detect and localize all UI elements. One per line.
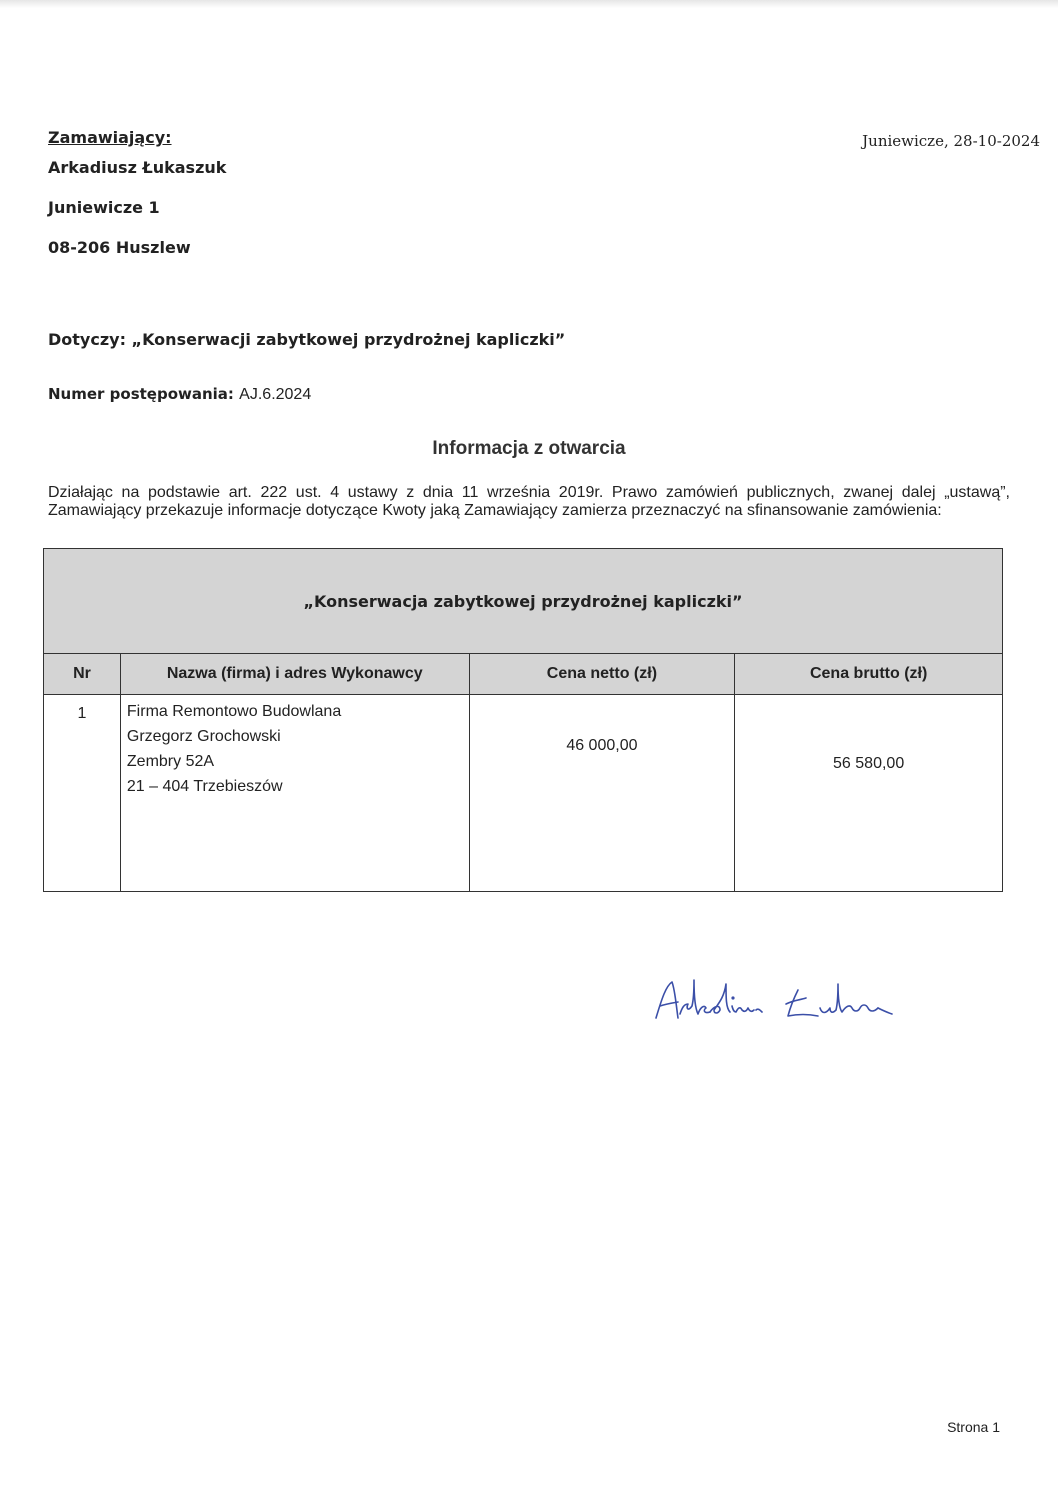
header-nr: Nr: [44, 654, 121, 695]
row-net-price: 46 000,00: [469, 695, 735, 892]
sender-label: Zamawiający:: [48, 128, 172, 147]
page-number: Strona 1: [947, 1419, 1000, 1435]
case-number-label: Numer postępowania:: [48, 385, 234, 403]
row-nr: 1: [44, 695, 121, 892]
place-date: Juniewicze, 28-10-2024: [862, 132, 1040, 150]
row-gross-price: 56 580,00: [735, 695, 1003, 892]
sender-city: 08-206 Huszlew: [48, 238, 191, 257]
case-number-value: AJ.6.2024: [239, 386, 312, 403]
table-row: [44, 695, 1003, 892]
table-header-row: [44, 654, 1003, 695]
header-company: Nazwa (firma) i adres Wykonawcy: [120, 654, 469, 695]
table-title: „Konserwacja zabytkowej przydrożnej kapliczki”: [44, 549, 1003, 654]
sender-name: Arkadiusz Łukaszuk: [48, 158, 227, 177]
handwritten-signature: [648, 968, 908, 1038]
header-net-price: Cena netto (zł): [469, 654, 735, 695]
company-city: 21 – 404 Trzebieszów: [126, 778, 283, 795]
document-heading: Informacja z otwarcia: [432, 438, 626, 459]
sender-street: Juniewicze 1: [48, 198, 160, 217]
scan-edge: [0, 0, 1058, 8]
opening-results-table: [43, 548, 1003, 892]
row-company: [120, 695, 469, 892]
company-owner: Grzegorz Grochowski: [126, 728, 281, 745]
case-number: [48, 385, 311, 404]
intro-paragraph: Działając na podstawie art. 222 ust. 4 ustawy z dnia 11 września 2019r. Prawo zamówień publicznych, zwanej dalej „ustawą”, Zamawiający przekazuje informacje dotyczące Kwoty jaką Zamawiający zamierza przeznaczyć na sfinansowanie zamówienia:: [48, 484, 1010, 519]
company-street: Zembry 52A: [126, 753, 215, 770]
header-gross-price: Cena brutto (zł): [735, 654, 1003, 695]
company-name: Firma Remontowo Budowlana: [126, 703, 342, 720]
subject-line: Dotyczy: „Konserwacji zabytkowej przydrożnej kapliczki”: [48, 330, 566, 349]
